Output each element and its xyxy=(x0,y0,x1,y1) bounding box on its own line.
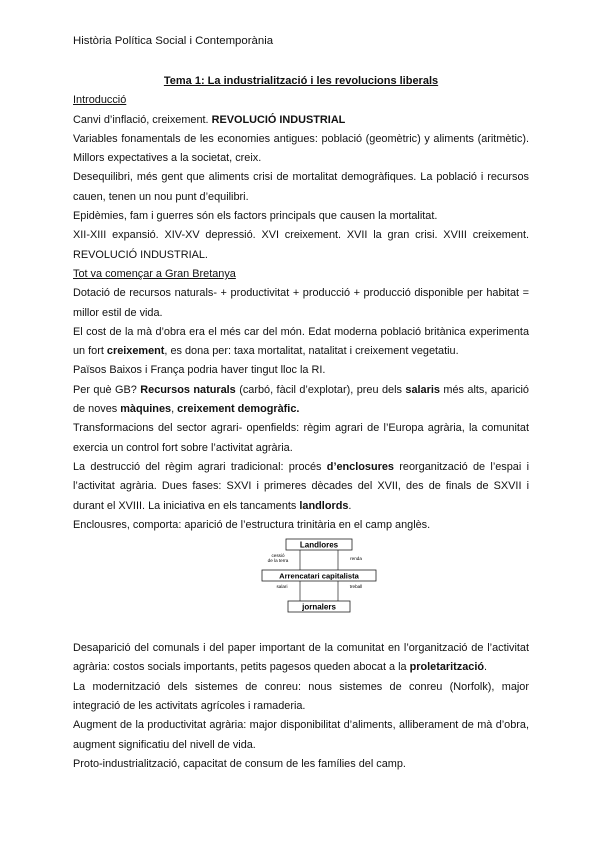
text: més alts, aparició de noves xyxy=(73,383,529,416)
paragraph-modernitzacio: La modernització dels sistemes de conreu: nous sistemes de conreu (Norfolk), major integració de les activitats agrícoles i ramaderia. xyxy=(73,680,529,713)
intro-text: Canvi d’inflació, creixement. xyxy=(73,113,212,126)
label-cessio: cessió xyxy=(271,553,285,559)
text: , xyxy=(171,403,178,416)
bold-text: proletarització xyxy=(409,661,485,674)
diagram-svg xyxy=(258,537,388,613)
paragraph-enclousres: Enclousres, comporta: aparició de l’estructura trinitària en el camp anglès. xyxy=(73,518,431,531)
paragraph-transformacions: Transformacions del sector agrari- openfields: règim agrari de l’Europa agrària, la comunitat exercia un control fort sobre l’activitat agrària. xyxy=(73,422,529,454)
paragraph-epidemies: Epidèmies, fam i guerres són els factors principals que causen la mortalitat. xyxy=(73,210,438,223)
paragraph-variables: Variables fonamentals de les economies antigues: població (geomètric) y aliments (aritmètic). Millors expectatives a la societat, creix. xyxy=(73,132,529,165)
paragraph-proto: Proto-industrialització, capacitat de consum de les famílies del camp. xyxy=(73,757,406,770)
paragraph-cost xyxy=(73,323,529,362)
bold-text: d’enclosures xyxy=(326,460,394,473)
label-arrencatari: Arrencatari capitalista xyxy=(279,571,359,581)
text: (carbó, fàcil d’explotar), preu dels xyxy=(235,383,406,396)
paragraph-destruccio xyxy=(73,458,529,516)
label-de-la-terra: de la terra xyxy=(267,558,289,564)
paragraph-segles: XII-XIII expansió. XIV-XV depressió. XVI creixement. XVII la gran crisi. XVIII creixement. REVOLUCIÓ INDUSTRIAL. xyxy=(73,229,529,261)
paragraph-augment: Augment de la productivitat agrària: major disponibilitat d’aliments, alliberament de mà d’obra, augment significatiu del nivell de vida. xyxy=(73,719,529,751)
text: . xyxy=(348,499,352,512)
bold-text: màquines xyxy=(120,403,172,416)
text: . xyxy=(484,661,488,674)
text: reorganització de l’espai i l’activitat agrària. Dues fases: SXVI i primeres dècades del XVII, des de finals de SXVII i durant el XVIII. La iniciativa en els tancaments xyxy=(73,460,529,512)
text: El cost de la mà d’obra era el més car del món. Edat moderna població britànica experimenta un fort xyxy=(73,325,529,358)
paragraph-paisos: Països Baixos i França podria haver tingut lloc la RI. xyxy=(73,364,326,377)
label-renda: renda xyxy=(350,556,362,562)
bold-text: landlords xyxy=(299,499,349,512)
section-heading-gb: Tot va començar a Gran Bretanya xyxy=(73,267,236,280)
text: Desaparició del comunals i del paper important de la comunitat en l’organització de l’activitat agrària: costos socials importants, petits pagesos queden abocat a la xyxy=(73,642,529,674)
intro-bold: REVOLUCIÓ INDUSTRIAL xyxy=(211,113,346,126)
bold-text: Recursos naturals xyxy=(140,383,236,396)
intro-line xyxy=(73,111,529,130)
bold-text: creixement demogràfic. xyxy=(177,403,300,416)
paragraph-desequilibri: Desequilibri, més gent que aliments crisi de mortalitat demogràfiques. La població i recursos cauen, tenen un nou punt d’equilibri. xyxy=(73,171,529,203)
page-header: Història Política Social i Contemporània xyxy=(73,35,274,47)
paragraph-perque xyxy=(73,381,529,420)
document-body xyxy=(73,72,529,774)
paragraph-dotacio: Dotació de recursos naturals- + productivitat + producció + producció disponible per habitat = millor estil de vida. xyxy=(73,287,529,319)
paragraph-desaparicio xyxy=(73,639,529,678)
text: La destrucció del règim agrari tradicional: procés xyxy=(73,460,327,473)
label-jornalers: jornalers xyxy=(302,602,336,612)
bold-text: creixement xyxy=(106,345,165,358)
label-landlords: Landlores xyxy=(299,540,339,550)
trinitarian-structure-diagram xyxy=(73,537,529,615)
section-heading-intro: Introducció xyxy=(73,94,127,107)
text: , es dona per: taxa mortalitat, natalitat i creixement vegetatiu. xyxy=(164,345,459,358)
bold-text: salaris xyxy=(405,383,440,396)
document-title: Tema 1: La industrialització i les revolucions liberals xyxy=(163,75,439,87)
label-treball: treball xyxy=(349,584,363,590)
label-salari: salari xyxy=(276,584,288,590)
text: Per què GB? xyxy=(73,383,141,396)
